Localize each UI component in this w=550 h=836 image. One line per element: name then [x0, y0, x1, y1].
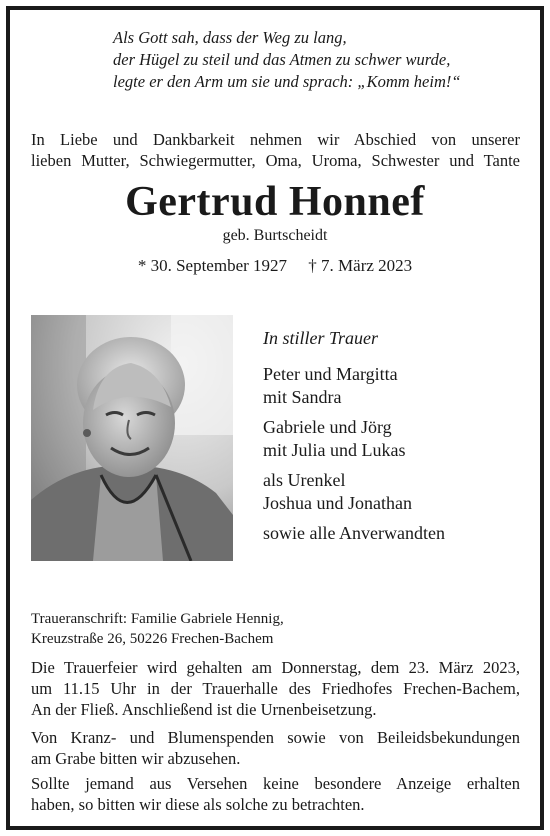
- poem-line: legte er den Arm um sie und sprach: „Komm heim!“: [113, 72, 461, 91]
- intro-line: lieben Mutter, Schwiegermutter, Oma, Uroma, Schwester und Tante: [31, 151, 520, 170]
- paragraph-line: am Grabe bitten wir abzusehen.: [31, 749, 241, 768]
- mourner-line: sowie alle Anverwandten: [263, 523, 445, 543]
- paragraph-line: um 11.15 Uhr in der Trauerhalle des Friedhofes Frechen-Bachem,: [31, 679, 520, 698]
- address-line: Kreuzstraße 26, 50226 Frechen-Bachem: [31, 631, 274, 647]
- intro-text: [31, 129, 520, 171]
- paragraph-line: haben, so bitten wir diese als solche zu betrachten.: [31, 795, 365, 814]
- mourner-group: [263, 416, 445, 462]
- mourning-address: [31, 609, 284, 649]
- mourner-group: [263, 363, 445, 409]
- paragraph-line: Sollte jemand aus Versehen keine besondere Anzeige erhalten: [31, 774, 520, 793]
- mourning-heading: In stiller Trauer: [263, 328, 379, 348]
- mourner-line: mit Sandra: [263, 387, 342, 407]
- intro-line: In Liebe und Dankbarkeit nehmen wir Abschied von unserer: [31, 130, 520, 149]
- portrait-image: [31, 315, 233, 561]
- mourner-line: mit Julia und Lukas: [263, 440, 406, 460]
- portrait-photo: [31, 315, 233, 561]
- poem-line: Als Gott sah, dass der Weg zu lang,: [113, 28, 347, 47]
- donations-paragraph: [31, 727, 520, 769]
- poem: [113, 27, 461, 93]
- mourner-line: Gabriele und Jörg: [263, 417, 392, 437]
- notice-paragraph: [31, 773, 520, 815]
- mourner-line: Peter und Margitta: [263, 364, 398, 384]
- mourners-list: [263, 327, 445, 552]
- deceased-name: Gertrud Honnef: [125, 179, 425, 225]
- paragraph-line: Von Kranz- und Blumenspenden sowie von Beileidsbekundungen: [31, 728, 520, 747]
- funeral-info-paragraph: [31, 657, 520, 720]
- poem-line: der Hügel zu steil und das Atmen zu schwer wurde,: [113, 50, 451, 69]
- paragraph-line: An der Fließ. Anschließend ist die Urnenbeisetzung.: [31, 700, 377, 719]
- mourner-group: [263, 469, 445, 515]
- mourner-group: [263, 522, 445, 545]
- mourner-line: als Urenkel: [263, 470, 346, 490]
- life-dates: * 30. September 1927 † 7. März 2023: [137, 256, 413, 275]
- paragraph-line: Die Trauerfeier wird gehalten am Donnerstag, dem 23. März 2023,: [31, 658, 520, 677]
- mourner-line: Joshua und Jonathan: [263, 493, 412, 513]
- birth-name: geb. Burtscheidt: [222, 227, 328, 244]
- address-line: Traueranschrift: Familie Gabriele Hennig,: [31, 611, 284, 627]
